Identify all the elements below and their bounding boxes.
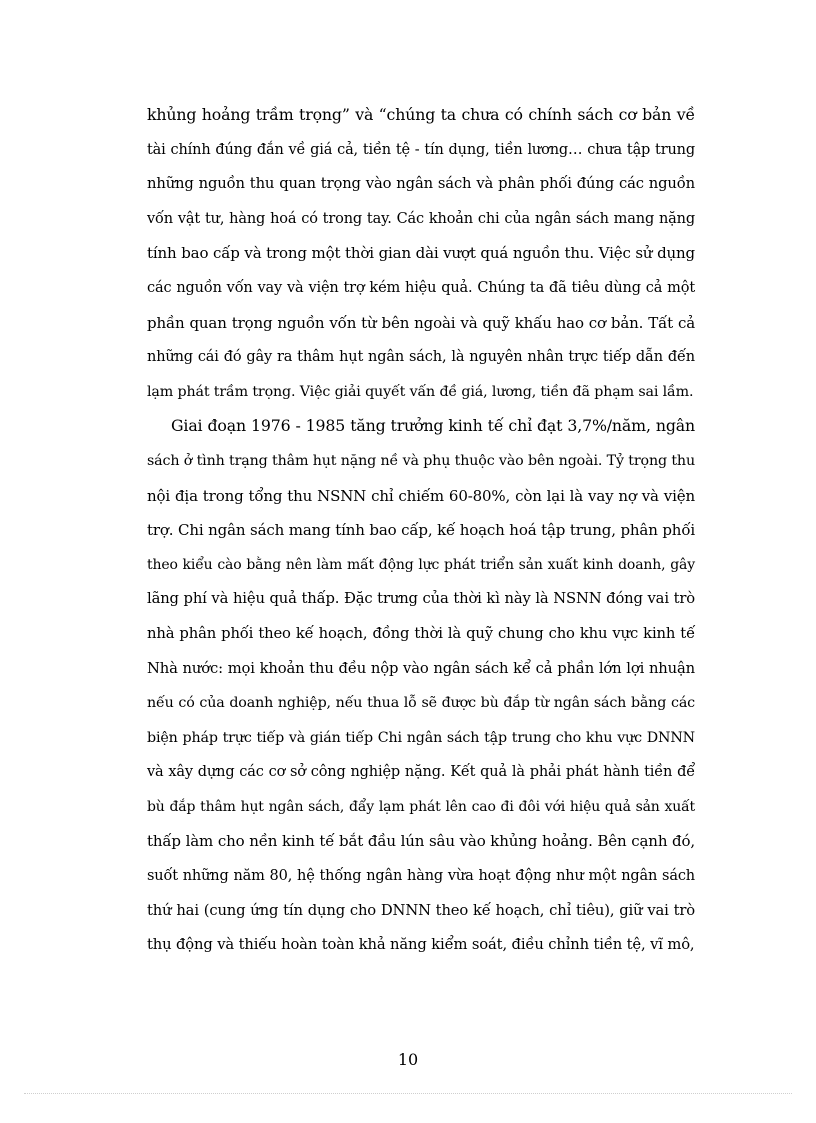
body-text	[147, 98, 695, 963]
text-line: nội địa trong tổng thu NSNN chỉ chiếm 60-80%, còn lại là vay nợ và viện	[147, 486, 695, 505]
text-line: bù đắp thâm hụt ngân sách, đẩy lạm phát lên cao đi đôi với hiệu quả sản xuất	[147, 798, 695, 815]
text-line: thứ hai (cung ứng tín dụng cho DNNN theo kế hoạch, chỉ tiêu), giữ vai trò	[147, 901, 695, 919]
text-line: lãng phí và hiệu quả thấp. Đặc trưng của thời kì này là NSNN đóng vai trò	[147, 590, 695, 608]
text-line: tính bao cấp và trong một thời gian dài vượt quá nguồn thu. Việc sử dụng	[147, 244, 695, 263]
text-line: nhà phân phối theo kế hoạch, đồng thời là quỹ chung cho khu vực kinh tế	[147, 624, 695, 642]
text-line: nếu có của doanh nghiệp, nếu thua lỗ sẽ được bù đắp từ ngân sách bằng các	[147, 695, 695, 712]
text-line: suốt những năm 80, hệ thống ngân hàng vừa hoạt động như một ngân sách	[147, 868, 695, 885]
text-line: những nguồn thu quan trọng vào ngân sách và phân phối đúng các nguồn	[147, 175, 695, 193]
text-line: lạm phát trầm trọng. Việc giải quyết vấn đề giá, lương, tiền đã phạm sai lầm.	[147, 383, 694, 400]
text-line: theo kiểu cào bằng nên làm mất động lực phát triển sản xuất kinh doanh, gây	[147, 556, 695, 573]
footer-divider	[24, 1093, 792, 1094]
text-line: tài chính đúng đắn về giá cả, tiền tệ - tín dụng, tiền lương… chưa tập trung	[147, 141, 695, 158]
text-line: các nguồn vốn vay và viện trợ kém hiệu quả. Chúng ta đã tiêu dùng cả một	[147, 279, 695, 296]
paragraph-1	[147, 98, 695, 409]
paragraph-2	[147, 409, 695, 963]
text-line: và xây dựng các cơ sở công nghiệp nặng. Kết quả là phải phát hành tiền để	[147, 764, 695, 781]
text-line: vốn vật tư, hàng hoá có trong tay. Các khoản chi của ngân sách mang nặng	[147, 210, 695, 227]
text-line: Nhà nước: mọi khoản thu đều nộp vào ngân sách kể cả phần lớn lợi nhuận	[147, 659, 695, 677]
text-line: Giai đoạn 1976 - 1985 tăng trưởng kinh tế chỉ đạt 3,7%/năm, ngân	[171, 416, 695, 436]
text-line: thấp làm cho nền kinh tế bắt đầu lún sâu vào khủng hoảng. Bên cạnh đó,	[147, 832, 695, 851]
page-number: 10	[397, 1050, 419, 1069]
text-line: những cái đó gây ra thâm hụt ngân sách, là nguyên nhân trực tiếp dẫn đến	[147, 349, 695, 366]
text-line: phần quan trọng nguồn vốn từ bên ngoài và quỹ khấu hao cơ bản. Tất cả	[147, 313, 695, 332]
text-line: khủng hoảng trầm trọng” và “chúng ta chưa có chính sách cơ bản về	[147, 105, 695, 124]
text-line: trợ. Chi ngân sách mang tính bao cấp, kế hoạch hoá tập trung, phân phối	[147, 521, 695, 540]
text-line: biện pháp trực tiếp và gián tiếp Chi ngân sách tập trung cho khu vực DNNN	[147, 729, 695, 746]
text-line: sách ở tình trạng thâm hụt nặng nề và phụ thuộc vào bên ngoài. Tỷ trọng thu	[147, 452, 695, 469]
text-line: thụ động và thiếu hoàn toàn khả năng kiểm soát, điều chỉnh tiền tệ, vĩ mô,	[147, 936, 695, 954]
